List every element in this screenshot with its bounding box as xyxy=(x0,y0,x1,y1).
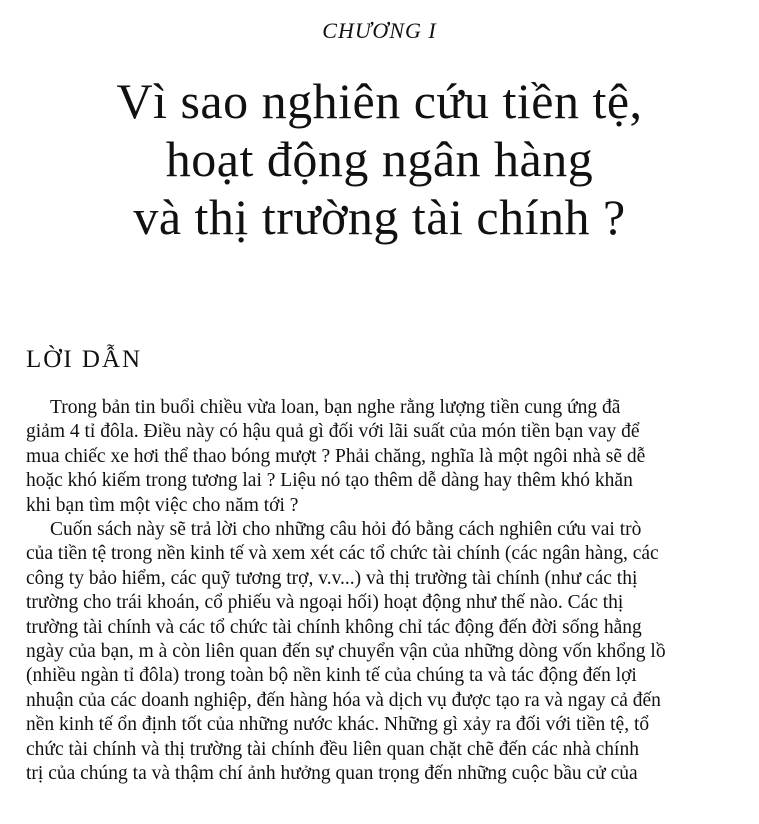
title-line: Vì sao nghiên cứu tiền tệ, xyxy=(116,73,643,129)
section-heading: LỜI DẪN xyxy=(26,346,143,373)
text-line: mua chiếc xe hơi thể thao bóng mượt ? Phải chăng, nghĩa là một ngôi nhà sẽ dễ xyxy=(26,445,646,467)
body-text xyxy=(26,396,746,787)
chapter-label: CHƯƠNG I xyxy=(322,18,437,43)
text-line: công ty bảo hiểm, các quỹ tương trợ, v.v...) và thị trường tài chính (như các thị xyxy=(26,567,638,589)
text-line: ngày của bạn, m à còn liên quan đến sự chuyển vận của những dòng vốn khổng lồ xyxy=(26,641,666,663)
text-line: nhuận của các doanh nghiệp, đến hàng hóa và dịch vụ được tạo ra và ngay cả đến xyxy=(26,689,661,711)
text-line: trường tài chính và các tổ chức tài chính không chỉ tác động đến đời sống hằng xyxy=(26,616,642,638)
text-line: Trong bản tin buổi chiều vừa loan, bạn nghe rằng lượng tiền cung ứng đã xyxy=(50,397,621,418)
text-line: trường cho trái khoán, cổ phiếu và ngoại hối) hoạt động như thế nào. Các thị xyxy=(26,592,624,614)
paragraph-2 xyxy=(26,518,746,786)
text-line: trị của chúng ta và thậm chí ảnh hưởng quan trọng đến những cuộc bầu cử của xyxy=(26,763,638,785)
chapter-title xyxy=(0,72,759,246)
text-line: (nhiều ngàn tỉ đôla) trong toàn bộ nền kinh tế của chúng ta và tác động đến lợi xyxy=(26,665,637,687)
text-line: của tiền tệ trong nền kinh tế và xem xét các tổ chức tài chính (các ngân hàng, các xyxy=(26,543,659,565)
paragraph-1 xyxy=(26,396,746,518)
text-line: giảm 4 tỉ đôla. Điều này có hậu quả gì đối với lãi suất của món tiền bạn vay để xyxy=(26,421,640,443)
text-line: chức tài chính và thị trường tài chính đều liên quan chặt chẽ đến các nhà chính xyxy=(26,738,639,760)
title-line: và thị trường tài chính ? xyxy=(133,189,626,245)
text-line: nền kinh tế ổn định tốt của những nước khác. Những gì xảy ra đối với tiền tệ, tổ xyxy=(26,714,650,736)
text-line: hoặc khó kiếm trong tương lai ? Liệu nó tạo thêm dễ dàng hay thêm khó khăn xyxy=(26,470,633,492)
text-line: Cuốn sách này sẽ trả lời cho những câu hỏi đó bằng cách nghiên cứu vai trò xyxy=(50,519,642,541)
title-line: hoạt động ngân hàng xyxy=(165,131,594,187)
text-line: khi bạn tìm một việc cho năm tới ? xyxy=(26,494,299,516)
